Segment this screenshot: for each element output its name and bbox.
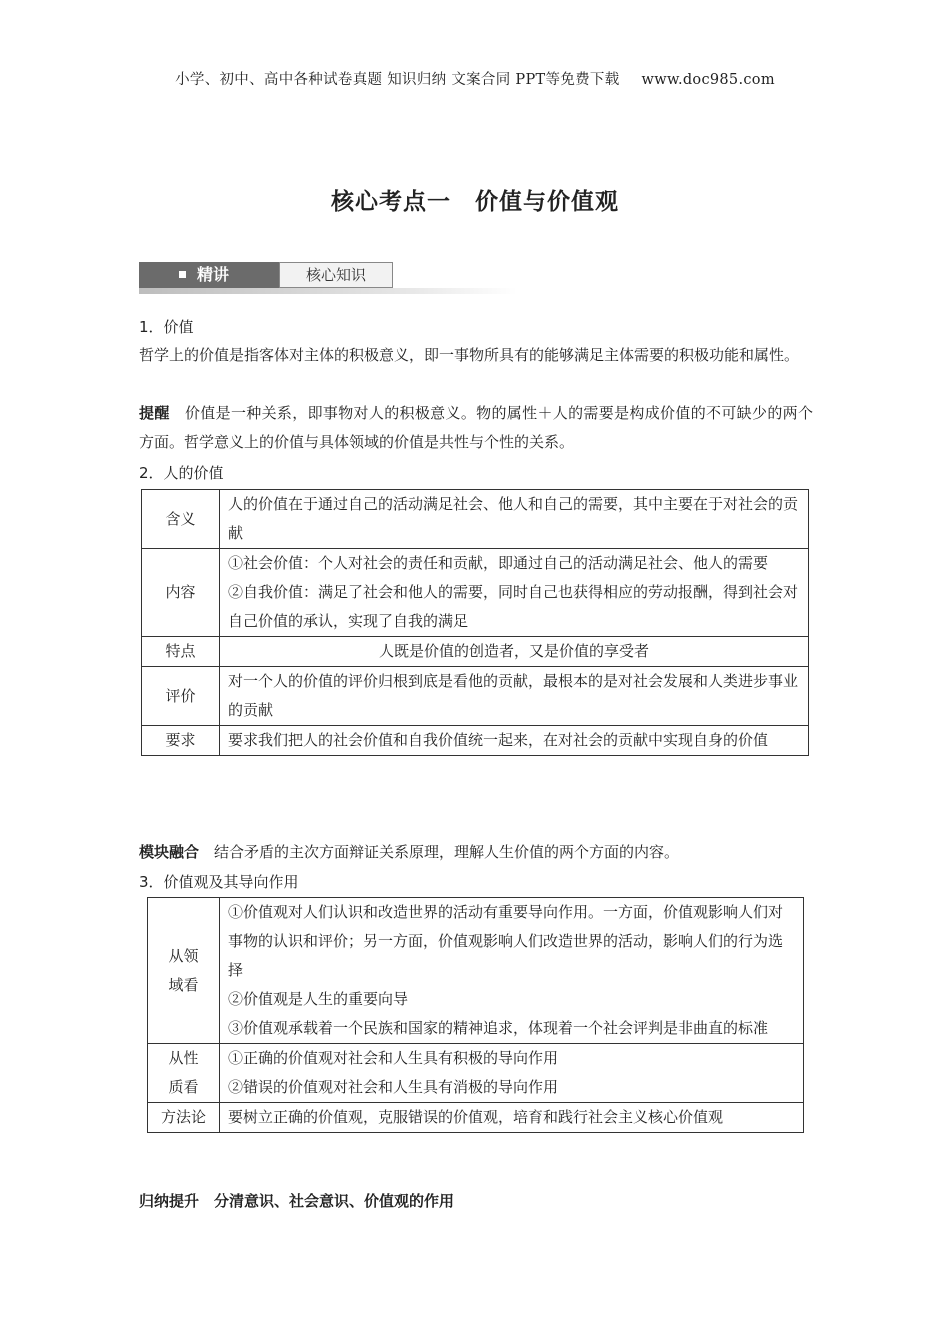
square-bullet-icon [179, 271, 186, 278]
module-text: 结合矛盾的主次方面辩证关系原理，理解人生价值的两个方面的内容。 [214, 843, 680, 861]
human-value-table [141, 489, 809, 756]
row-label: 从领域看 [148, 898, 220, 1044]
content-line: ①正确的价值观对社会和人生具有积极的导向作用 [228, 1049, 559, 1067]
table-row [148, 898, 804, 1044]
table-row [142, 549, 809, 637]
banner-left [139, 262, 279, 288]
row-label: 从性质看 [148, 1044, 220, 1103]
section2-heading: 2．人的价值 [139, 464, 224, 482]
table-row [142, 726, 809, 756]
row-content [220, 898, 804, 1044]
header-text: 小学、初中、高中各种试卷真题 知识归纳 文案合同 PPT等免费下载 [175, 72, 620, 88]
page-header [0, 68, 950, 89]
section1-tip [139, 399, 813, 457]
row-label: 方法论 [148, 1103, 220, 1133]
module-note [139, 838, 813, 867]
banner-left-label: 精讲 [197, 265, 230, 284]
row-label: 内容 [142, 549, 220, 637]
row-label: 含义 [142, 490, 220, 549]
summary-label: 归纳提升 [139, 1192, 200, 1210]
header-url[interactable]: www.doc985.com [641, 72, 775, 88]
row-content [220, 1044, 804, 1103]
summary-note [139, 1187, 813, 1216]
tip-label: 提醒 [139, 404, 170, 422]
table-row [148, 1103, 804, 1133]
content-line: ①价值观对人们认识和改造世界的活动有重要导向作用。一方面，价值观影响人们对事物的认识和评价；另一方面，价值观影响人们改造世界的活动，影响人们的行为选择 [228, 903, 784, 979]
row-label: 要求 [142, 726, 220, 756]
content-line: ②价值观是人生的重要向导 [228, 990, 409, 1008]
content-line: ①社会价值：个人对社会的责任和贡献，即通过自己的活动满足社会、他人的需要 [228, 554, 769, 572]
row-content: 人的价值在于通过自己的活动满足社会、他人和自己的需要，其中主要在于对社会的贡献 [220, 490, 809, 549]
section-banner [139, 262, 517, 294]
module-label: 模块融合 [139, 843, 200, 861]
row-content: 要树立正确的价值观，克服错误的价值观，培育和践行社会主义核心价值观 [220, 1103, 804, 1133]
row-content: 人既是价值的创造者，又是价值的享受者 [220, 637, 809, 667]
row-content [220, 549, 809, 637]
summary-text: 分清意识、社会意识、价值观的作用 [214, 1192, 455, 1210]
content-line: ②错误的价值观对社会和人生具有消极的导向作用 [228, 1078, 559, 1096]
row-content: 对一个人的价值的评价归根到底是看他的贡献，最根本的是对社会发展和人类进步事业的贡献 [220, 667, 809, 726]
section3-heading: 3．价值观及其导向作用 [139, 873, 299, 891]
table-row [148, 1044, 804, 1103]
banner-right: 核心知识 [279, 262, 393, 288]
section1-paragraph: 哲学上的价值是指客体对主体的积极意义，即一事物所具有的能够满足主体需要的积极功能和属性。 [139, 346, 800, 364]
table-row [142, 490, 809, 549]
banner-underline [139, 288, 517, 294]
row-label: 特点 [142, 637, 220, 667]
row-label: 评价 [142, 667, 220, 726]
row-content: 要求我们把人的社会价值和自我价值统一起来，在对社会的贡献中实现自身的价值 [220, 726, 809, 756]
table-row [142, 637, 809, 667]
page-title: 核心考点一 价值与价值观 [331, 189, 619, 215]
tip-text: 价值是一种关系，即事物对人的积极意义。物的属性＋人的需要是构成价值的不可缺少的两个方面。哲学意义上的价值与具体领域的价值是共性与个性的关系。 [139, 404, 813, 451]
content-line: ③价值观承载着一个民族和国家的精神追求，体现着一个社会评判是非曲直的标准 [228, 1019, 769, 1037]
content-line: ②自我价值：满足了社会和他人的需要，同时自己也获得相应的劳动报酬，得到社会对自己价值的承认，实现了自我的满足 [228, 583, 799, 630]
table-row [142, 667, 809, 726]
section1-heading: 1．价值 [139, 318, 194, 336]
values-table [147, 897, 804, 1133]
